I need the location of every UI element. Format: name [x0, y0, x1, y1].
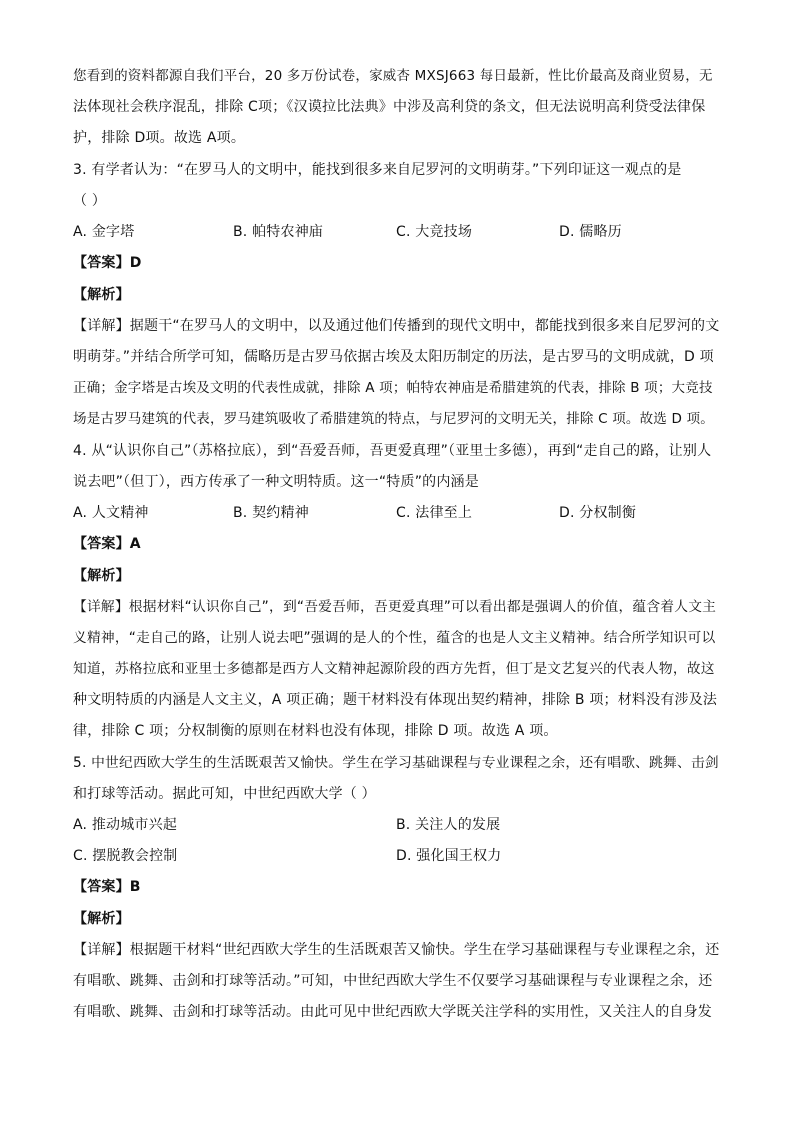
q3-answer: 【答案】D: [73, 255, 142, 271]
q3-detail-line: 正确；金字塔是古埃及文明的代表性成就，排除 A 项；帕特农神庙是希腊建筑的代表，排除 B 项；大竞技: [73, 380, 713, 396]
q5-option-a: A. 推动城市兴起: [73, 817, 178, 833]
question-3-stem-blank: （ ）: [73, 193, 107, 209]
q3-option-d: D. 儒略历: [559, 224, 622, 240]
q3-option-b: B. 帕特农神庙: [233, 224, 324, 240]
text-line: 护，排除 D项。故选 A项。: [73, 130, 246, 146]
q5-analysis-label: 【解析】: [73, 911, 130, 927]
q3-detail-line: 场是古罗马建筑的代表，罗马建筑吸收了希腊建筑的特点，与尼罗河的文明无关，排除 C 项。故选 D 项。: [73, 411, 714, 427]
q5-option-c: C. 摆脱教会控制: [73, 848, 178, 864]
q3-option-c: C. 大竞技场: [396, 224, 473, 240]
q3-analysis-label: 【解析】: [73, 287, 130, 303]
q4-detail-line: 知道，苏格拉底和亚里士多德都是西方人文精神起源阶段的西方先哲，但丁是文艺复兴的代表人物，故这: [73, 661, 715, 677]
question-4-stem: 4. 从“认识你自己”（苏格拉底），到“吾爱吾师，吾更爱真理”（亚里士多德），再到“走自己的路，让别人: [73, 443, 712, 459]
q4-detail-line: 种文明特质的内涵是人文主义，A 项正确；题干材料没有体现出契约精神，排除 B 项；材料没有涉及法: [73, 692, 718, 708]
q5-option-d: D. 强化国王权力: [396, 848, 502, 864]
q4-option-d: D. 分权制衡: [559, 505, 637, 521]
q5-detail-line: 有唱歌、跳舞、击剑和打球等活动。由此可见中世纪西欧大学既关注学科的实用性，又关注人的自身发: [73, 1004, 712, 1020]
q4-option-b: B. 契约精神: [233, 505, 309, 521]
text-line: 您看到的资料都源自我们平台，20 多万份试卷，家威杏 MXSJ663 每日最新，性比价最高及商业贸易，无: [73, 68, 713, 84]
q3-option-a: A. 金字塔: [73, 224, 135, 240]
q5-option-b: B. 关注人的发展: [396, 817, 501, 833]
q3-detail-line: 【详解】据题干“在罗马人的文明中，以及通过他们传播到的现代文明中，都能找到很多来自尼罗河的文: [73, 318, 720, 334]
q5-answer: 【答案】B: [73, 879, 141, 895]
q4-detail-line: 律，排除 C 项；分权制衡的原则在材料也没有体现，排除 D 项。故选 A 项。: [73, 723, 558, 739]
text-line: 法体现社会秩序混乱，排除 C项；《汉谟拉比法典》中涉及高利贷的条文，但无法说明高利贷受法律保: [73, 99, 706, 115]
q4-option-a: A. 人文精神: [73, 505, 149, 521]
q4-answer: 【答案】A: [73, 536, 141, 552]
q4-analysis-label: 【解析】: [73, 568, 130, 584]
question-5-stem-cont: 和打球等活动。据此可知，中世纪西欧大学（ ）: [73, 786, 376, 802]
question-5-stem: 5. 中世纪西欧大学生的生活既艰苦又愉快。学生在学习基础课程与专业课程之余，还有唱歌、跳舞、击剑: [73, 755, 719, 771]
question-3-stem: 3. 有学者认为：“在罗马人的文明中，能找到很多来自尼罗河的文明萌芽。”下列印证这一观点的是: [73, 162, 682, 178]
q3-detail-line: 明萌芽。”并结合所学可知，儒略历是古罗马依据古埃及太阳历制定的历法，是古罗马的文明成就，D 项: [73, 349, 714, 365]
q4-option-c: C. 法律至上: [396, 505, 473, 521]
q4-detail-line: 义精神，“走自己的路，让别人说去吧”强调的是人的个性，蕴含的也是人文主义精神。结合所学知识可以: [73, 630, 716, 646]
q4-detail-line: 【详解】根据材料“认识你自己”，到“吾爱吾师，吾更爱真理”可以看出都是强调人的价值，蕴含着人文主: [73, 599, 717, 615]
question-4-stem-cont: 说去吧”（但丁），西方传承了一种文明特质。这一“特质”的内涵是: [73, 474, 479, 490]
q5-detail-line: 有唱歌、跳舞、击剑和打球等活动。”可知，中世纪西欧大学生不仅要学习基础课程与专业课程之余，还: [73, 973, 713, 989]
q5-detail-line: 【详解】根据题干材料“世纪西欧大学生的生活既艰苦又愉快。学生在学习基础课程与专业课程之余，还: [73, 942, 720, 958]
